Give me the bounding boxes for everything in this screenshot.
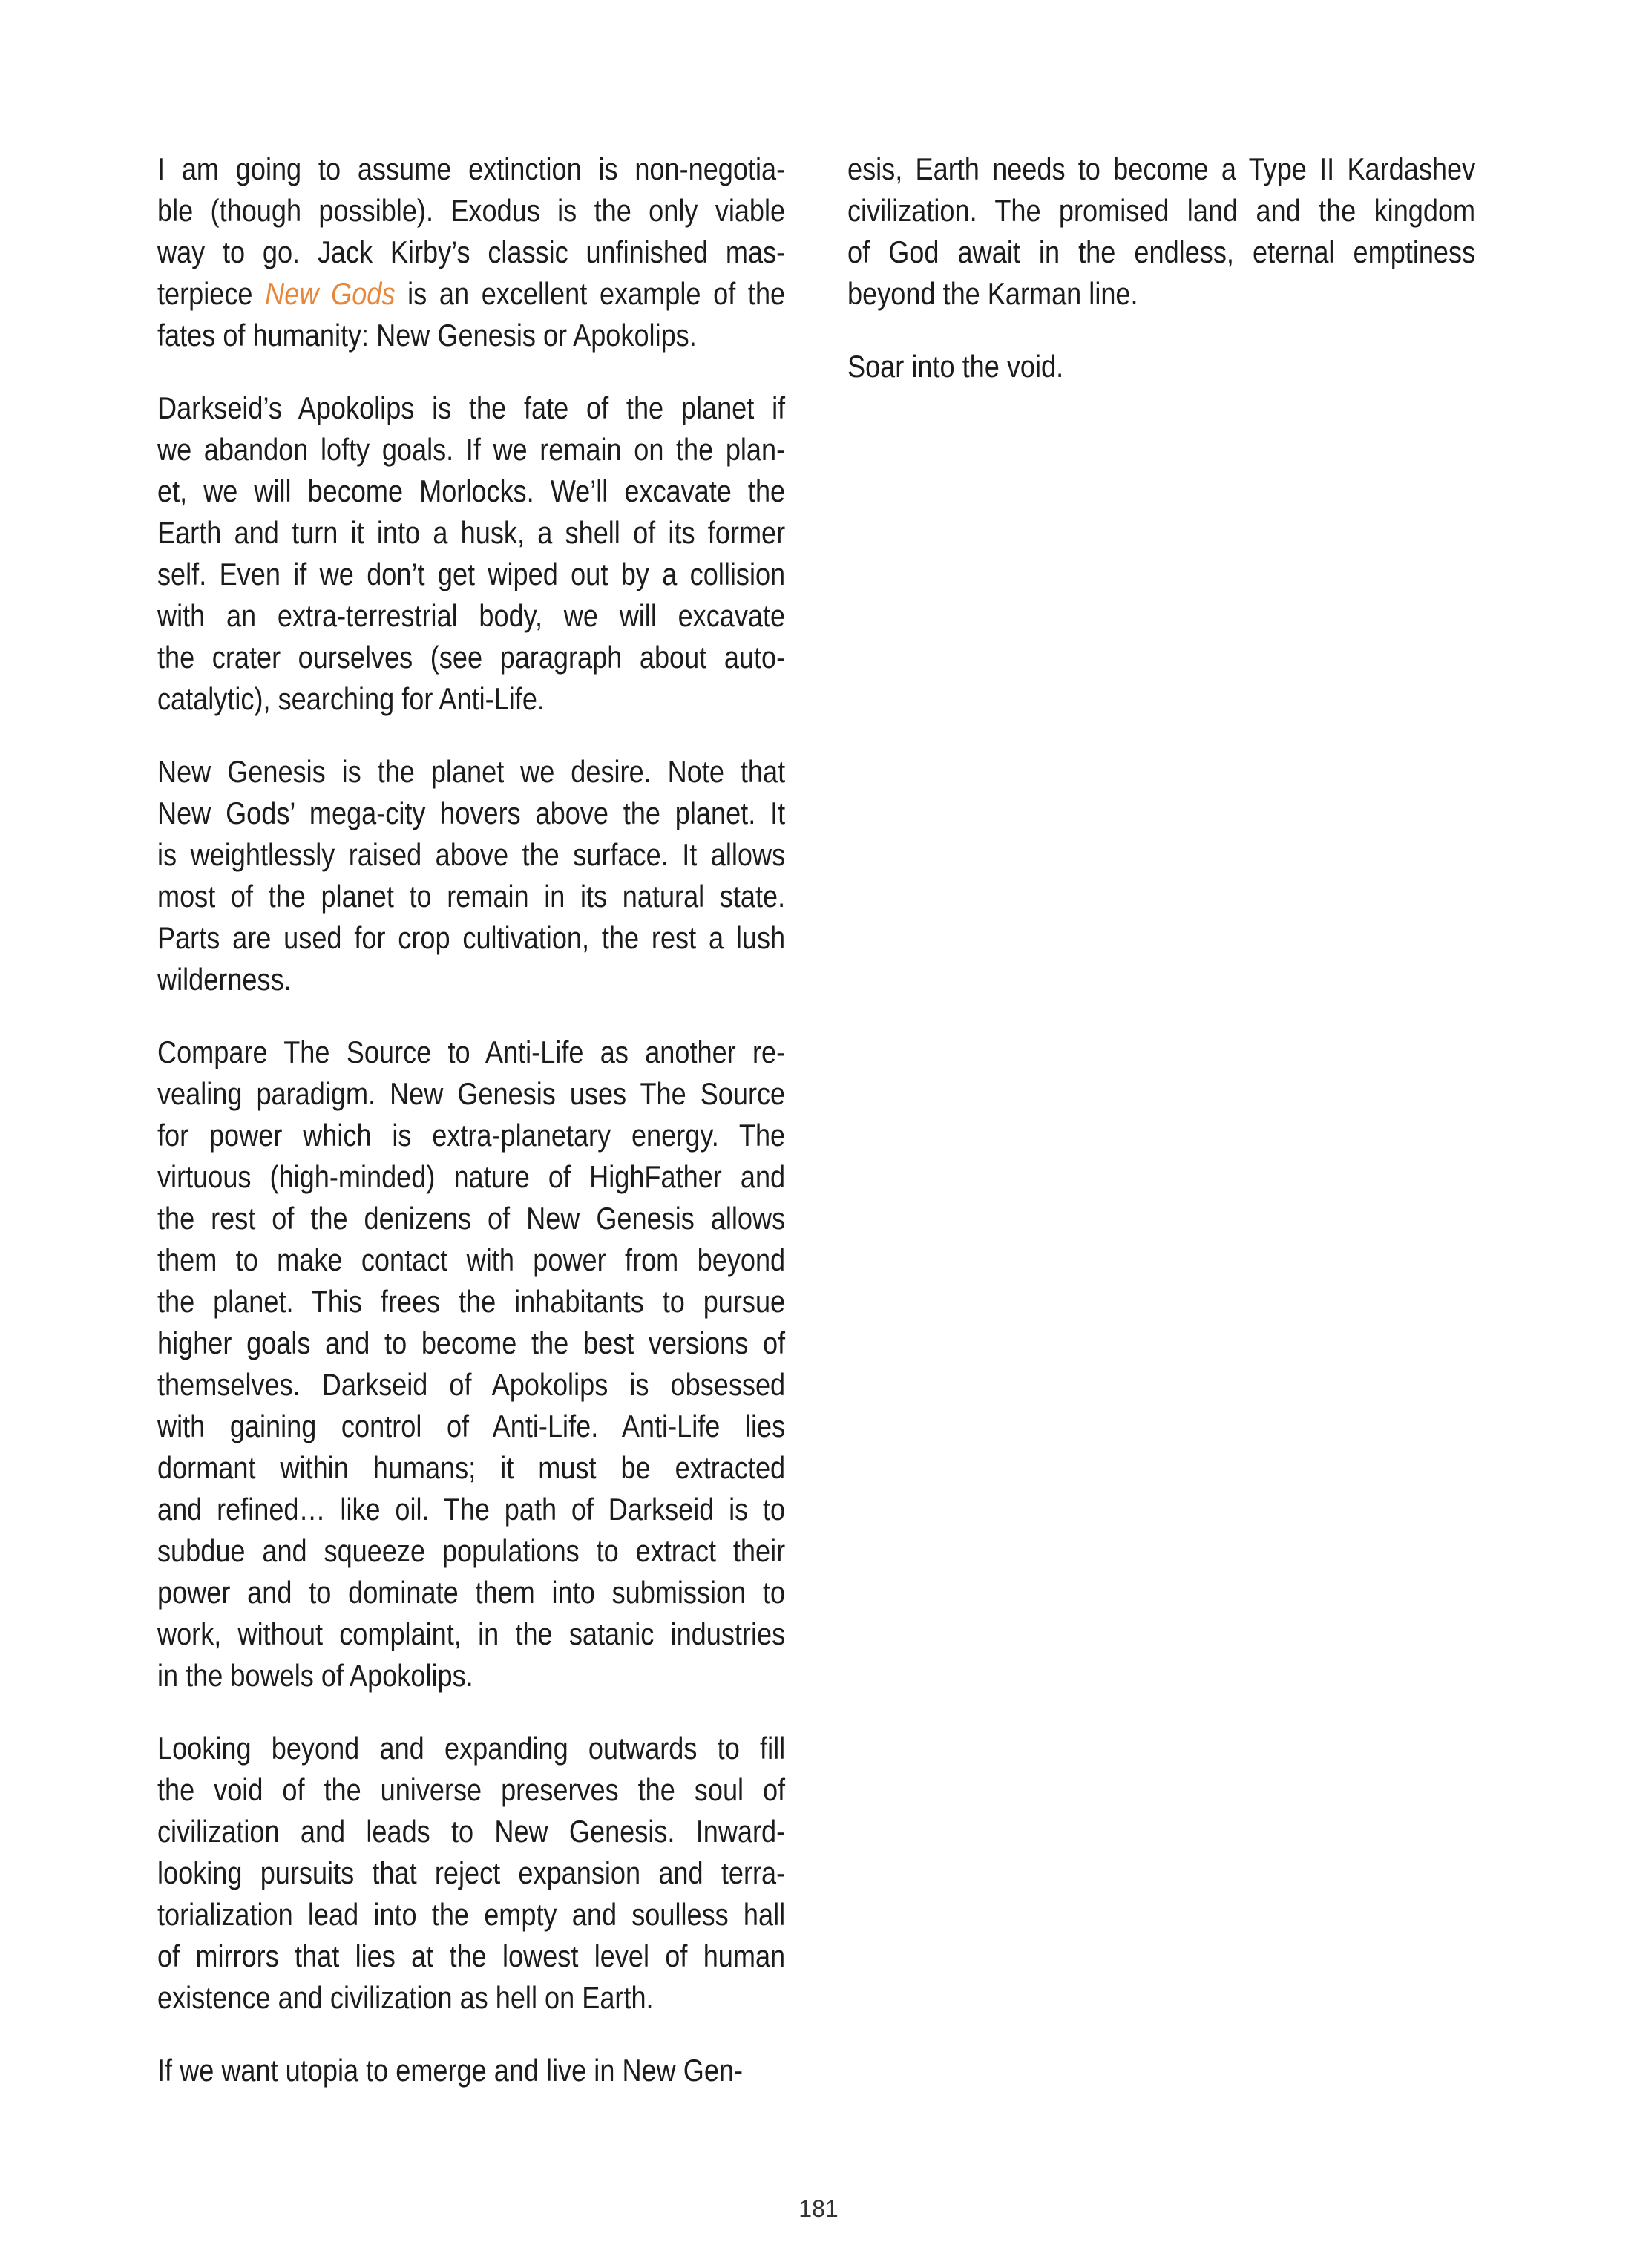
text-line: higher goals and to become the best versions of [157, 1325, 786, 1360]
text-line: themselves. Darkseid of Apokolips is obsessed [157, 1367, 786, 1402]
text-line: the void of the universe preserves the soul of [157, 1772, 786, 1807]
text-line: the planet. This frees the inhabitants to pursue [157, 1284, 786, 1319]
paragraph [157, 387, 785, 720]
text-line: in the bowels of Apokolips. [157, 1658, 473, 1693]
text-line: Darkseid’s Apokolips is the fate of the planet if [157, 390, 786, 425]
text-line-with-link [157, 273, 785, 315]
text-line: with gaining control of Anti-Life. Anti-Life lies [157, 1409, 786, 1443]
paragraph [157, 1728, 785, 2019]
text-line: ble (though possible). Exodus is the only viable [157, 193, 786, 228]
page-number: 181 [798, 2195, 839, 2222]
text-line: power and to dominate them into submission to [157, 1575, 786, 1610]
text-line: civilization and leads to New Genesis. Inward- [157, 1814, 786, 1849]
text-line: and refined… like oil. The path of Darkseid is to [157, 1492, 786, 1527]
text-line: Earth and turn it into a husk, a shell of its former [157, 515, 786, 550]
paragraph [157, 751, 785, 1000]
new-gods-title: New Gods [265, 276, 396, 311]
text-line: Soar into the void. [847, 349, 1064, 384]
text-line: is weightlessly raised above the surface. It allows [157, 837, 786, 872]
text-line: et, we will become Morlocks. We’ll excavate the [157, 473, 786, 508]
text-line: of God await in the endless, eternal emptiness [847, 235, 1476, 269]
text-line: existence and civilization as hell on Earth. [157, 1980, 654, 2015]
text-line: self. Even if we don’t get wiped out by a collision [157, 557, 786, 591]
text-line: way to go. Jack Kirby’s classic unfinished mas- [157, 235, 786, 269]
text-line: vealing paradigm. New Genesis uses The Source [157, 1076, 786, 1111]
paragraph [157, 2050, 785, 2091]
text-line: work, without complaint, in the satanic industries [157, 1616, 786, 1651]
text-line: them to make contact with power from beyond [157, 1242, 786, 1277]
text-line: I am going to assume extinction is non-negotia- [157, 151, 786, 186]
text-line: subdue and squeeze populations to extract their [157, 1533, 786, 1568]
left-column [157, 148, 785, 2123]
text-line: torialization lead into the empty and soulless hall [157, 1897, 786, 1932]
text-line: Parts are used for crop cultivation, the rest a lush [157, 920, 786, 955]
text-line: the rest of the denizens of New Genesis allows [157, 1201, 786, 1236]
paragraph [847, 148, 1475, 315]
paragraph [157, 1032, 785, 1697]
text-line: beyond the Karman line. [847, 276, 1138, 311]
paragraph [157, 148, 785, 356]
text-line: Looking beyond and expanding outwards to fill [157, 1731, 786, 1766]
text-line: virtuous (high-minded) nature of HighFather and [157, 1159, 786, 1194]
text-line: we abandon lofty goals. If we remain on the plan- [157, 432, 786, 467]
text-line: dormant within humans; it must be extracted [157, 1450, 786, 1485]
text-line: most of the planet to remain in its natural state. [157, 879, 786, 914]
text-line: wilderness. [157, 962, 292, 997]
text-line: looking pursuits that reject expansion and terra- [157, 1855, 786, 1890]
text-line: esis, Earth needs to become a Type II Kardashev [847, 151, 1476, 186]
text-fragment: terpiece [157, 276, 266, 311]
text-line: for power which is extra-planetary energy. The [157, 1118, 786, 1153]
text-line: Compare The Source to Anti-Life as another re- [157, 1035, 786, 1069]
paragraph [847, 346, 1475, 387]
right-column [847, 148, 1475, 419]
text-fragment: is an excellent example of the [395, 276, 786, 311]
text-line: New Genesis is the planet we desire. Note that [157, 754, 786, 789]
text-line: of mirrors that lies at the lowest level of human [157, 1938, 786, 1973]
text-line: civilization. The promised land and the kingdom [847, 193, 1476, 228]
text-line: New Gods’ mega-city hovers above the planet. It [157, 796, 786, 830]
text-line: fates of humanity: New Genesis or Apokolips. [157, 318, 697, 353]
text-line: catalytic), searching for Anti-Life. [157, 681, 545, 716]
text-line: If we want utopia to emerge and live in New Gen- [157, 2053, 744, 2088]
text-line: the crater ourselves (see paragraph about auto- [157, 640, 786, 675]
text-line: with an extra-terrestrial body, we will excavate [157, 598, 786, 633]
